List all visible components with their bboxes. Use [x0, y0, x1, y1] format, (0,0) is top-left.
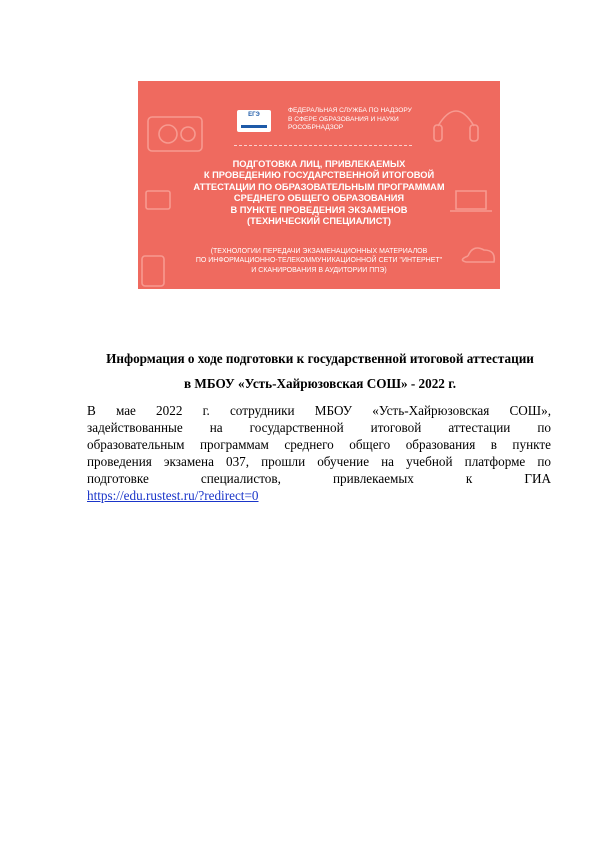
paragraph-line: проведения экзамена 037, прошли обучение на учебной платформе по [87, 454, 551, 470]
banner-subtitle [138, 247, 500, 275]
banner-subtitle-line: ПО ИНФОРМАЦИОННО-ТЕЛЕКОММУНИКАЦИОННОЙ СЕТИ "ИНТЕРНЕТ" [195, 257, 443, 265]
paragraph-line: В мае 2022 г. сотрудники МБОУ «Усть-Хайрюзовская СОШ», [87, 403, 551, 418]
banner-title-line: (ТЕХНИЧЕСКИЙ СПЕЦИАЛИСТ) [246, 216, 391, 227]
banner-title-line: В ПУНКТЕ ПРОВЕДЕНИЯ ЭКЗАМЕНОВ [230, 204, 408, 215]
ege-logo-text: ЕГЭ [248, 112, 260, 118]
agency-line: ФЕДЕРАЛЬНАЯ СЛУЖБА ПО НАДЗОРУ [288, 107, 412, 114]
article-paragraph [87, 402, 551, 505]
article-heading-line-2: в МБОУ «Усть-Хайрюзовская СОШ» - 2022 г. [183, 376, 456, 391]
course-banner-image [138, 81, 500, 289]
banner-subtitle-line: И СКАНИРОВАНИЯ В АУДИТОРИИ ППЭ) [251, 266, 387, 274]
banner-title-line: ПОДГОТОВКА ЛИЦ, ПРИВЛЕКАЕМЫХ [232, 159, 406, 169]
banner-title [138, 159, 500, 227]
agency-line: РОСОБРНАДЗОР [288, 124, 344, 132]
agency-name [288, 107, 488, 133]
banner-title-line: АТТЕСТАЦИИ ПО ОБРАЗОВАТЕЛЬНЫМ ПРОГРАММАМ [193, 181, 445, 192]
paragraph-line: образовательным программам среднего общего образования в пункте [87, 437, 551, 453]
ege-logo [237, 110, 271, 132]
banner-subtitle-line: (ТЕХНОЛОГИИ ПЕРЕДАЧИ ЭКЗАМЕНАЦИОННЫХ МАТЕРИАЛОВ [210, 248, 428, 255]
agency-line: В СФЕРЕ ОБРАЗОВАНИЯ И НАУКИ [288, 115, 399, 123]
banner-title-line: СРЕДНЕГО ОБЩЕГО ОБРАЗОВАНИЯ [233, 193, 405, 204]
banner-title-line: К ПРОВЕДЕНИЮ ГОСУДАРСТВЕННОЙ ИТОГОВОЙ [203, 170, 435, 181]
paragraph-line: задействованные на государственной итоговой аттестации по [87, 420, 551, 436]
training-platform-link[interactable]: https://edu.rustest.ru/?redirect=0 [87, 488, 259, 504]
camera-icon [148, 117, 202, 151]
article-heading-line-1: Информация о ходе подготовки к государственной итоговой аттестации [106, 351, 534, 366]
divider [234, 145, 412, 146]
paragraph-line: подготовке специалистов, привлекаемых к ГИА [87, 471, 551, 487]
